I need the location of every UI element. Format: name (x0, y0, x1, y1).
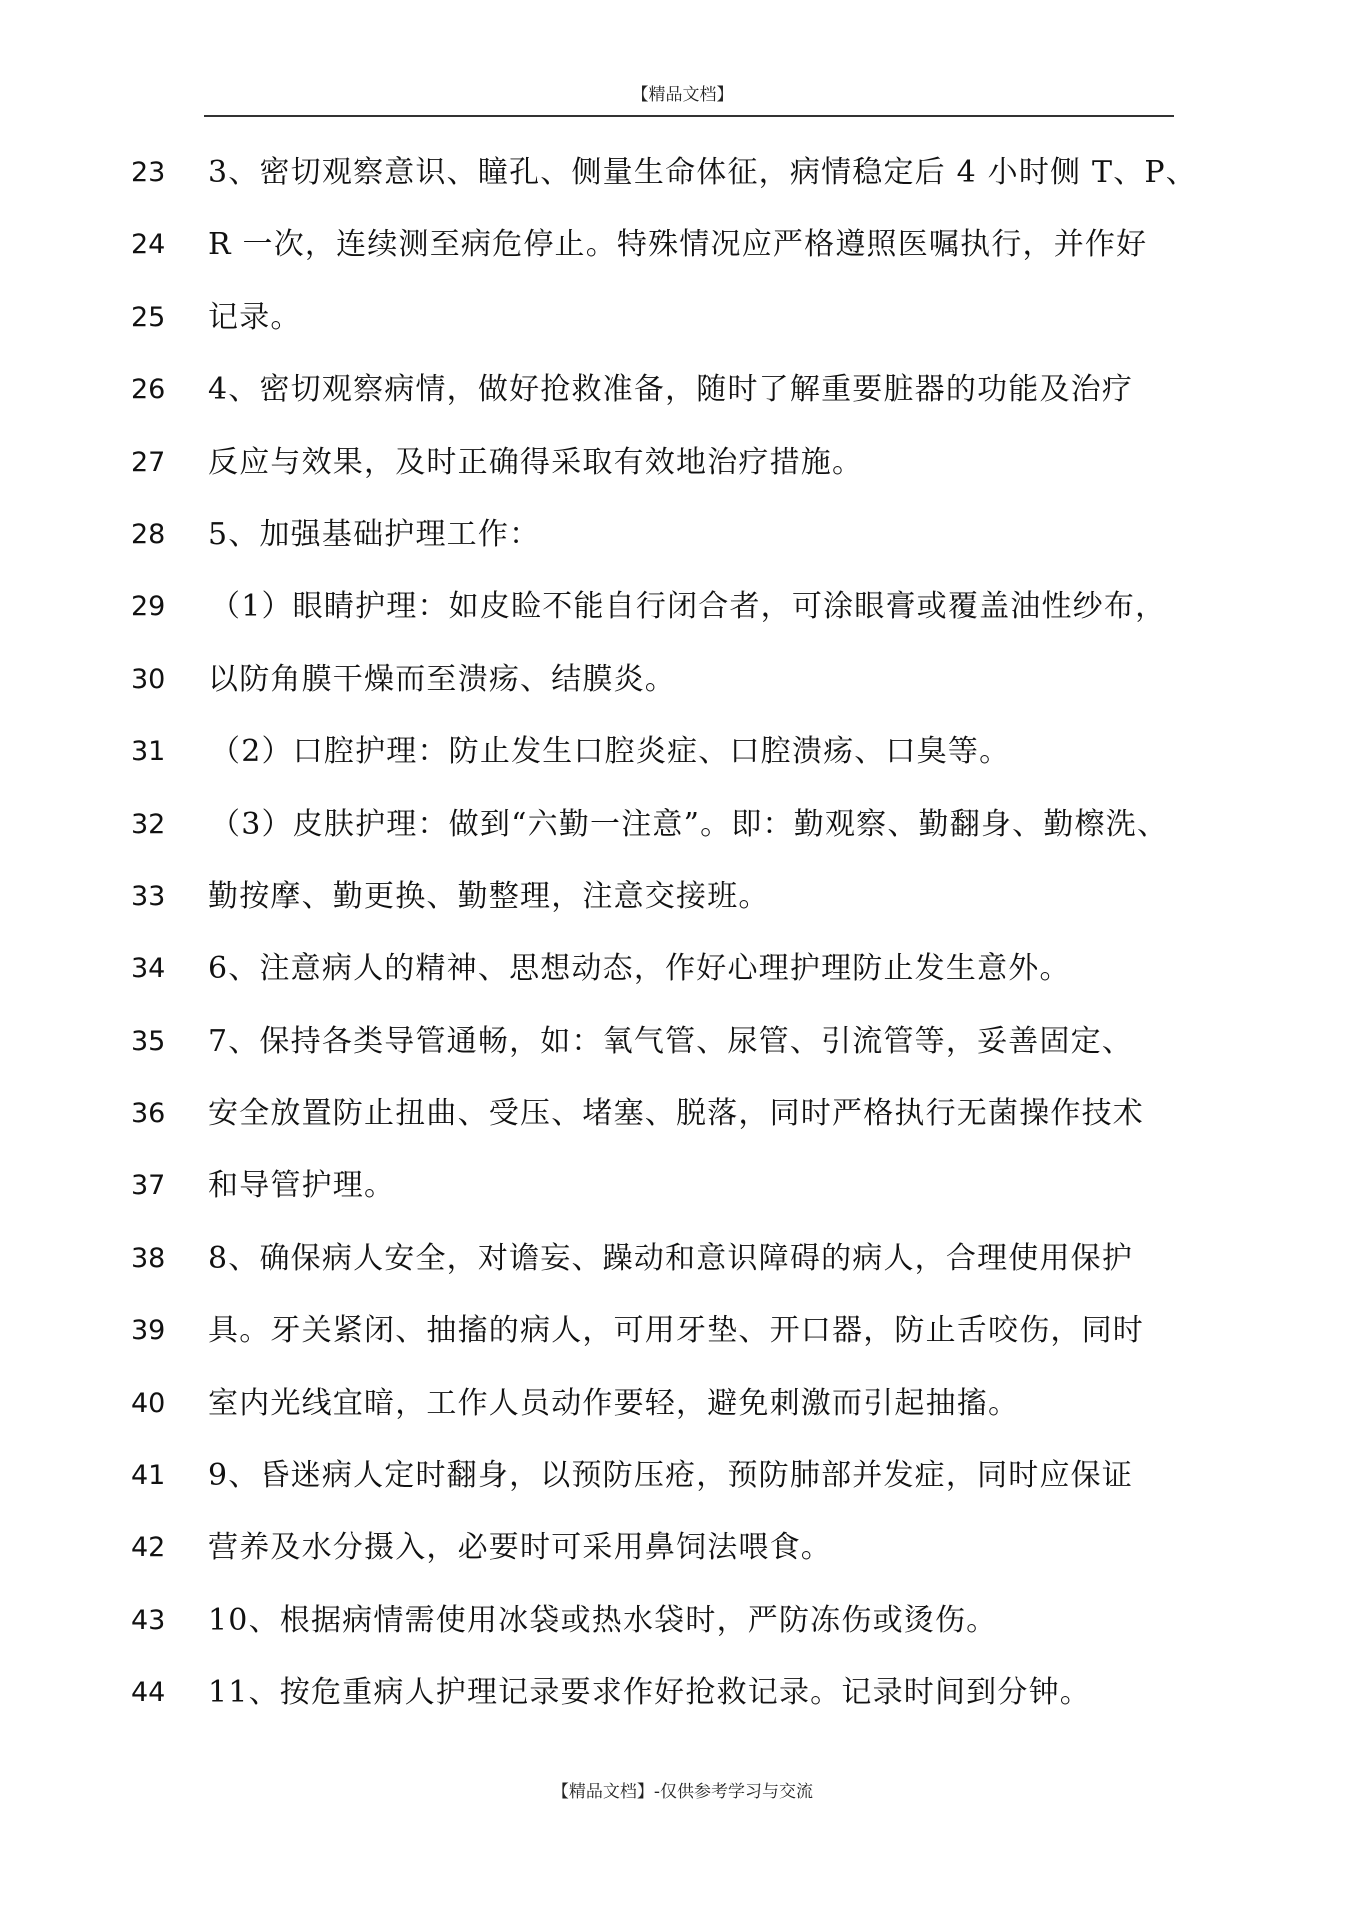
header-divider (204, 115, 1174, 117)
line-text: 反应与效果，及时正确得采取有效地治疗措施。 (208, 444, 864, 480)
line-number: 40 (131, 1387, 166, 1419)
text-line (0, 1088, 1365, 1160)
line-text: 4、密切观察病情，做好抢救准备，随时了解重要脏器的功能及治疗 (208, 372, 1134, 408)
text-line (0, 147, 1365, 219)
line-text: 9、昏迷病人定时翻身，以预防压疮，预防肺部并发症，同时应保证 (208, 1458, 1134, 1494)
line-text: （2）口腔护理：防止发生口腔炎症、口腔溃疡、口臭等。 (210, 734, 1011, 770)
line-text: R 一次，连续测至病危停止。特殊情况应严格遵照医嘱执行，并作好 (208, 227, 1148, 263)
line-text: 和导管护理。 (208, 1168, 396, 1204)
line-text: 安全放置防止扭曲、受压、堵塞、脱落，同时严格执行无菌操作技术 (208, 1096, 1144, 1132)
line-number: 29 (131, 591, 166, 623)
line-number: 42 (131, 1532, 166, 1564)
line-number: 35 (131, 1025, 166, 1057)
line-text: 8、确保病人安全，对谵妄、躁动和意识障碍的病人，合理使用保护 (208, 1240, 1134, 1276)
line-text: 室内光线宜暗，工作人员动作要轻，避免刺激而引起抽搐。 (208, 1385, 1020, 1421)
line-number: 26 (131, 374, 166, 406)
page-header: 【精品文档】 (631, 85, 734, 105)
line-text: 5、加强基础护理工作： (208, 516, 541, 552)
line-number: 31 (131, 736, 166, 768)
document-body (0, 147, 1365, 1740)
line-text: 7、保持各类导管通畅，如：氧气管、尿管、引流管等，妥善固定、 (208, 1023, 1134, 1059)
line-number: 28 (131, 518, 166, 550)
text-line (0, 1667, 1365, 1739)
page-footer: 【精品文档】-仅供参考学习与交流 (551, 1782, 814, 1802)
line-text: （3）皮肤护理：做到“六勤一注意”。即：勤观察、勤翻身、勤檫洗、 (210, 806, 1169, 842)
text-line (0, 799, 1365, 871)
text-line (0, 581, 1365, 653)
text-line (0, 509, 1365, 581)
line-text: 11、按危重病人护理记录要求作好抢救记录。记录时间到分钟。 (208, 1675, 1091, 1711)
text-line (0, 1522, 1365, 1594)
text-line (0, 219, 1365, 291)
line-text: 以防角膜干燥而至溃疡、结膜炎。 (208, 661, 676, 697)
line-number: 34 (131, 953, 166, 985)
text-line (0, 1016, 1365, 1088)
text-line (0, 1595, 1365, 1667)
line-number: 30 (131, 663, 166, 695)
line-number: 32 (131, 808, 166, 840)
line-text: 记录。 (208, 299, 302, 335)
text-line (0, 1160, 1365, 1232)
text-line (0, 943, 1365, 1015)
text-line (0, 437, 1365, 509)
line-number: 24 (131, 229, 166, 261)
text-line (0, 1233, 1365, 1305)
text-line (0, 1378, 1365, 1450)
line-text: 勤按摩、勤更换、勤整理，注意交接班。 (208, 878, 770, 914)
text-line (0, 292, 1365, 364)
text-line (0, 364, 1365, 436)
line-number: 38 (131, 1242, 166, 1274)
line-number: 33 (131, 880, 166, 912)
line-text: 3、密切观察意识、瞳孔、侧量生命体征，病情稳定后 4 小时侧 T、P、 (208, 155, 1197, 190)
line-text: 具。牙关紧闭、抽搐的病人，可用牙垫、开口器，防止舌咬伤，同时 (208, 1313, 1144, 1349)
line-number: 27 (131, 446, 166, 478)
text-line (0, 1450, 1365, 1522)
text-line (0, 1305, 1365, 1377)
text-line (0, 871, 1365, 943)
text-line (0, 726, 1365, 798)
line-text: 10、根据病情需使用冰袋或热水袋时，严防冻伤或烫伤。 (208, 1602, 998, 1638)
line-number: 25 (131, 301, 166, 333)
line-number: 41 (131, 1460, 166, 1492)
line-text: 6、注意病人的精神、思想动态，作好心理护理防止发生意外。 (208, 951, 1071, 987)
line-number: 39 (131, 1315, 166, 1347)
line-number: 36 (131, 1098, 166, 1130)
line-number: 37 (131, 1170, 166, 1202)
line-number: 44 (131, 1677, 166, 1709)
text-line (0, 654, 1365, 726)
line-number: 23 (131, 157, 166, 188)
line-text: 营养及水分摄入，必要时可采用鼻饲法喂食。 (208, 1530, 832, 1566)
line-text: （1）眼睛护理：如皮睑不能自行闭合者，可涂眼膏或覆盖油性纱布， (210, 589, 1167, 625)
line-number: 43 (131, 1604, 166, 1636)
